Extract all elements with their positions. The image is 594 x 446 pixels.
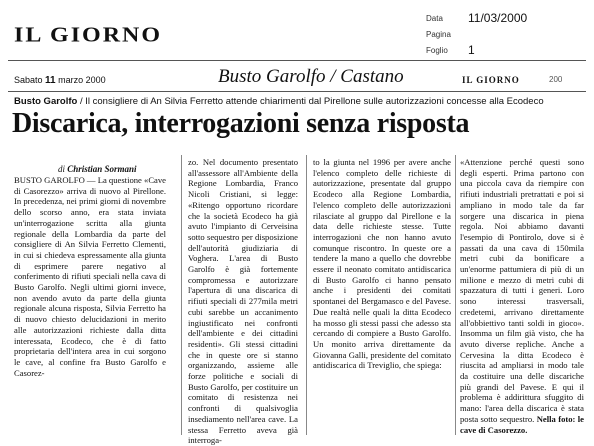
archive-meta-box [426,10,527,58]
foglio-label: Foglio [426,45,448,55]
masthead-logo: IL GIORNO [14,23,163,47]
headline: Discarica, interrogazioni senza risposta [12,108,470,139]
mini-logo: IL GIORNO [462,75,520,85]
article-column-2: zo. Nel documento presentato all'assessore all'Ambiente della Regione Lombardia, Franco Nicoli Cristiani, si legge: «Ritengo opportuno ricordare che la società Ecodeco ha già avuto l'impianto di Cerveisina sotto sequestro per disposizione dell'autorità giudiziaria di Voghera. L'area di Busto Garolfo è già fortemente compromessa e autorizzare l'apertura di una discarica di rifiuti speciali di 277mila metri cubi sarebbe un accanimento ingiustificato nei confronti dell'ambiente e dei cittadini residenti». Gli stessi cittadini che in queste ore si stanno organizzando, assieme alle forze politiche e sociali di Busto Garolfo, per costituire un comitato di resistenza nei confronti di qualsivoglia insediamento nell'area cave. La stessa Ferretto aveva già interroga- [188,157,298,446]
column-divider [306,155,307,435]
dateline-day: Sabato [14,75,43,85]
kicker-text: / Il consigliere di An Silvia Ferretto attende chiarimenti dal Pirellone sulle autorizzazioni concesse alla Ecodeco [77,96,544,107]
page-number: 200 [549,75,563,84]
foglio-value: 1 [468,43,475,57]
pagina-label: Pagina [426,29,451,39]
data-label: Data [426,13,443,23]
article-column-1: BUSTO GAROLFO — La questione «Cave di Casorezzo» arriva di nuovo al Pirellone. In precedenza, nei primi giorni di novembre dello scorso anno, era stata inviata un'interrogazione scritta alla giunta regionale della Lombardia da parte del consigliere di An Silvia Ferretto Clementi, in cui si chiedeva espressamente alla giunta di esprimere parere negativo al conferimento di rifiuti speciali nella cava di Busto Garolfo. Negli ultimi giorni invece, non avendo avuto da parte della giunta regionale alcuna risposta, Silvia Ferretto ha di nuovo chiesto delucidazioni in merito alle autorizzazioni richieste dalla ditta interessata, Ecodeco, che è di fatto proprietaria dell'intera area in cui sorgono le cave, al confine fra Busto Garolfo e Casorez- [14,175,166,378]
column-4-text: «Attenzione perché questi sono degli esperti. Prima partono con una piccola cava da riempire con rifiuti industriali pretrattati e poi si ampliano in modo tale da far sorgere una discarica in piena regola. Noi abbiamo davanti l'esempio di Pontirolo, dove si è passati da una cava di 150mila metri cubi da bonificare a un'enorme pattumiera di più di un milione e mezzo di metri cubi di spazzatura di tutti i generi. Loro sono interessi trasversali, credetemi, arrivano direttamente all'obbiettivo tanti soldi in gioco». Insomma un film già visto, che ha avuto diverse repliche. Anche a Cervesina la ditta Ecodeco è riuscita ad ampliarsi in modo tale da costituire una delle discariche più grandi del Pavese. E qui il problema è addirittura sfuggito di mano: l'area della discarica è stata posta sotto sequestro. [460,157,584,424]
kicker [14,96,544,107]
column-divider [455,155,456,435]
column-divider [181,155,182,435]
photo-caption: Nella foto: le cave di Casorezzo. [460,413,584,435]
data-value: 11/03/2000 [468,11,528,25]
byline-author: Christian Sormani [67,164,137,174]
article-column-4 [460,157,584,437]
dateline-date: 11 [45,75,56,86]
dateline [14,75,106,86]
dateline-month-year: marzo 2000 [58,75,106,85]
byline [58,164,137,174]
byline-prefix: di [58,164,66,174]
section-title: Busto Garolfo / Castano [218,66,404,87]
kicker-place: Busto Garolfo [14,96,78,107]
top-divider [8,60,586,61]
section-divider [8,91,586,92]
article-column-3: to la giunta nel 1996 per avere anche l'elenco completo delle richieste di autorizzazione, presentate dal gruppo Ecodeco alla Regione Lombardia, l'elenco completo delle autorizzazioni rilasciate al gruppo dal Pirellone e la data delle richieste stesse. Tutte interrogazioni che non hanno avuto comunque riscontro. In queste ore a tendere la mano a quello che dovrebbe essere il neonato comitato antidiscarica di Busto Garolfo ci hanno pensato anche i presidenti dei comitati spontanei del Bergamasco e del Pavese. Due realtà nelle quali la ditta Ecodeco ha mosso gli stessi passi che adesso sta cercando di compiere a Busto Garolfo. Un monito arriva direttamente da Giovanna Galli, presidente del comitato antidiscarica di Treviglio, che spiega: [313,157,451,371]
